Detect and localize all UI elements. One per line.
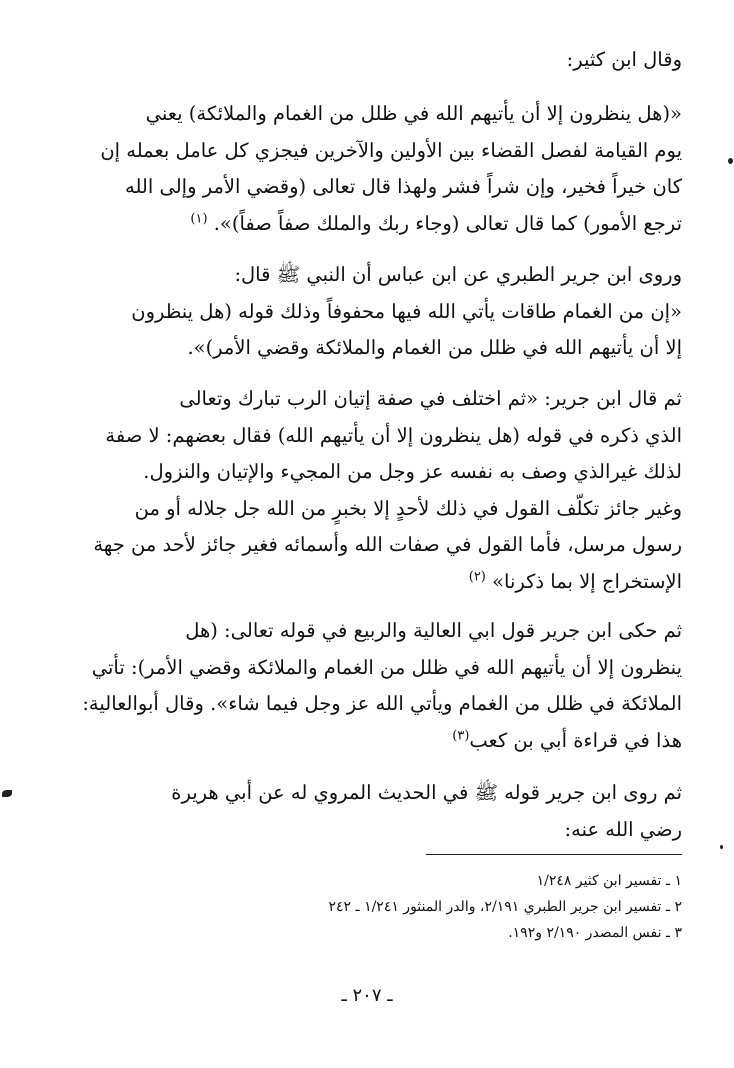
paragraph-line-text: هذا في قراءة أبي بن كعب xyxy=(469,728,682,752)
paragraph-ibn-jarir-statement xyxy=(62,381,682,600)
paragraph-abu-al-aliyah xyxy=(62,613,682,759)
paragraph-line: ثم روى ابن جرير قوله ﷺ في الحديث المروي له عن أبي هريرة xyxy=(171,781,682,804)
paragraph-abu-hurayrah-hadith xyxy=(62,775,682,848)
paragraph-line-text: ترجع الأمور) كما قال تعالى (وجاء ربك والملك صفاً صفاً)». xyxy=(213,211,682,235)
paragraph-line: وروى ابن جرير الطبري عن ابن عباس أن النبي ﷺ قال: xyxy=(234,263,682,286)
paragraph-ibn-kathir-quote xyxy=(62,96,682,242)
paragraph-line: ثم حكى ابن جرير قول ابي العالية والربيع في قوله تعالى: (هل xyxy=(185,619,682,642)
paragraph-line: لذلك غيرالذي وصف به نفسه عز وجل من المجيء والإتيان والنزول. xyxy=(143,460,682,483)
paragraph-line: الملائكة في ظلل من الغمام ويأتي الله عز وجل فيما شاء». وقال أبوالعالية: xyxy=(82,692,682,715)
footnote-ref-2: (٢) xyxy=(468,569,486,584)
paragraph-line-last xyxy=(62,723,682,760)
footnote-ref-3: (٣) xyxy=(452,728,470,743)
footnote-ref-1: (١) xyxy=(190,211,208,226)
paragraph-line: إلا أن يأتيهم الله في ظلل من الغمام والملائكة وقضي الأمر)». xyxy=(187,336,682,359)
paragraph-line-last xyxy=(62,564,682,601)
paragraph-tabari-narration xyxy=(62,257,682,367)
footnote-divider xyxy=(426,854,682,855)
paragraph-line: وغير جائز تكلّف القول في ذلك لأحدٍ إلا بخبرٍ من الله جل جلاله أو من xyxy=(134,496,682,520)
paragraph-line: «(هل ينظرون إلا أن يأتيهم الله في ظلل من الغمام والملائكة) يعني xyxy=(145,102,682,125)
footnotes xyxy=(62,868,682,946)
paragraph-line: رضي الله عنه: xyxy=(564,817,682,841)
intro-text: وقال ابن كثير: xyxy=(566,48,682,71)
footnote-item: ١ ـ تفسير ابن كثير ١/٢٤٨ xyxy=(536,873,682,889)
paragraph-line-text: الإستخراج إلا بما ذكرنا» xyxy=(492,569,682,593)
paragraph-line: كان خيراً فخير، وإن شراً فشر ولهذا قال تعالى (وقضي الأمر وإلى الله xyxy=(125,175,682,198)
scan-speck xyxy=(728,158,733,164)
paragraph-line: ينظرون إلا أن يأتيهم الله في ظلل من الغمام والملائكة وقضي الأمر): تأتي xyxy=(91,655,682,679)
paragraph-line: رسول مرسل، فأما القول في صفات الله وأسمائه فغير جائز لأحد من جهة xyxy=(93,533,682,556)
footnote-item: ٢ ـ تفسير ابن جرير الطبري ٢/١٩١، والدر المنثور ١/٢٤١ ـ ٢٤٢ xyxy=(328,899,682,915)
paragraph-line: الذي ذكره في قوله (هل ينظرون إلا أن يأتيهم الله) فقال بعضهم: لا صفة xyxy=(105,423,682,447)
scan-speck xyxy=(720,845,723,849)
paragraph-line: «إن من الغمام طاقات يأتي الله فيها محفوفاً وذلك قوله (هل ينظرون xyxy=(131,299,682,323)
paragraph-line: يوم القيامة لفصل القضاء بين الأولين والآخرين فيجزي كل عامل بعمله إن xyxy=(100,138,682,162)
paragraph-line: ثم قال ابن جرير: «ثم اختلف في صفة إتيان الرب تبارك وتعالى xyxy=(179,387,682,410)
page-number: ـ ٢٠٧ ـ xyxy=(341,985,393,1006)
paragraph-line-last xyxy=(62,206,682,243)
footnote-item: ٣ ـ نفس المصدر ٢/١٩٠ و١٩٢. xyxy=(508,925,682,941)
intro-line xyxy=(62,42,682,79)
scan-speck xyxy=(2,790,12,797)
